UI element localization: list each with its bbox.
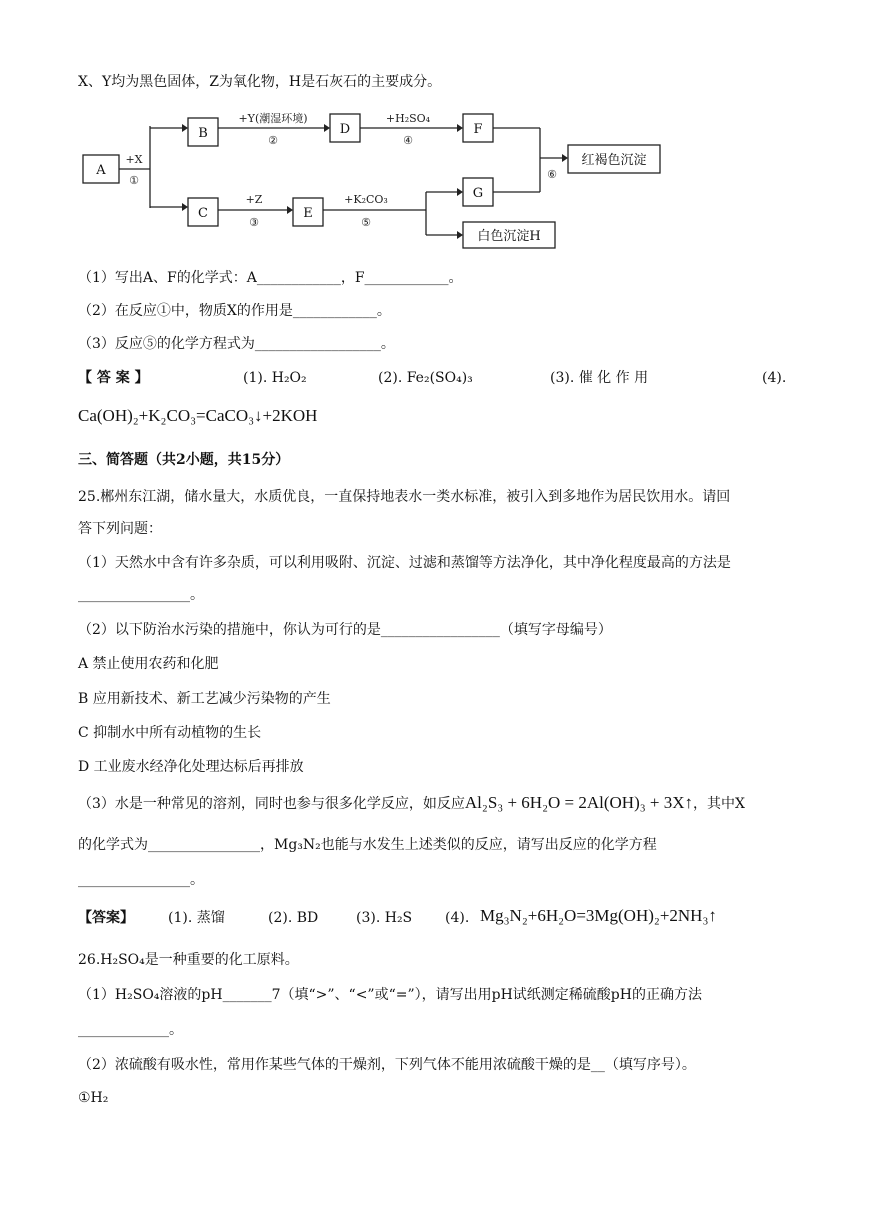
q25-part3-line3: ________________。 <box>78 872 204 888</box>
q25-answer-2: (2). BD <box>268 910 319 926</box>
step-1: ① <box>129 174 139 187</box>
step-3: ③ <box>249 216 259 229</box>
q24-answer-1: (1). H₂O₂ <box>243 370 307 386</box>
intro-text: X、Y均为黑色固体，Z为氧化物，H是石灰石的主要成分。 <box>78 74 442 90</box>
section-3-heading: 三、简答题（共2小题，共15分） <box>78 452 290 468</box>
q24-answer-4: (4). <box>762 370 787 386</box>
q25-stem-line1: 25.郴州东江湖，储水量大，水质优良，一直保持地表水一类水标准，被引入到多地作为居民饮用水。请回 <box>78 489 731 505</box>
q26-part1-line2: _____________。 <box>78 1022 183 1038</box>
q25-option-a: A 禁止使用农药和化肥 <box>78 656 219 672</box>
label-d: D <box>339 122 351 137</box>
q26-part2: （2）浓硫酸有吸水性，常用作某些气体的干燥剂，下列气体不能用浓硫酸干燥的是__（填写序号）。 <box>78 1057 696 1073</box>
q25-option-b: B 应用新技术、新工艺减少污染物的产生 <box>78 691 331 707</box>
q25-part1-line2: ________________。 <box>78 587 204 603</box>
q25-answer-3: (3). H₂S <box>356 910 413 926</box>
q25-part3-line1 <box>78 793 745 814</box>
step-5: ⑤ <box>361 216 371 229</box>
q26-part1-line1: （1）H₂SO₄溶液的pH_______7（填“>”、“<”或“=”），请写出用pH试纸测定稀硫酸pH的正确方法 <box>78 987 702 1003</box>
q24-answer-4-formula: Ca(OH)₂+K₂CO₃=CaCO₃↓+2KOH <box>78 406 318 425</box>
q25-answer-4: (4). <box>445 910 470 926</box>
q24-answer-label: 【 答 案 】 <box>78 370 149 386</box>
q25-part3-pre: （3）水是一种常见的溶剂，同时也参与很多化学反应，如反应 <box>78 796 465 812</box>
label-e: E <box>303 206 313 221</box>
q25-part2: （2）以下防治水污染的措施中，你认为可行的是_________________（填写字母编号） <box>78 622 612 638</box>
q25-option-d: D 工业废水经净化处理达标后再排放 <box>78 759 304 775</box>
label-white-precipitate: 白色沉淀H <box>477 229 541 244</box>
step-4: ④ <box>403 134 413 147</box>
q24-answer-3: (3). 催 化 作 用 <box>550 370 649 386</box>
q25-part3-line2: 的化学式为________________，Mg₃N₂也能与水发生上述类似的反应，请写出反应的化学方程 <box>78 837 657 853</box>
label-c: C <box>198 206 208 221</box>
step-6: ⑥ <box>547 168 557 181</box>
reagent-y: +Y(潮湿环境) <box>238 112 308 125</box>
q25-answer-1: (1). 蒸馏 <box>168 910 225 926</box>
q25-stem-line2: 答下列问题： <box>78 521 162 537</box>
reagent-x: +X <box>125 153 143 166</box>
reaction-flow-diagram <box>78 100 678 260</box>
q24-answer-2: (2). Fe₂(SO₄)₃ <box>378 370 473 386</box>
q24-part1: （1）写出A、F的化学式：A____________，F____________。 <box>78 270 463 286</box>
q25-answer-label: 【答案】 <box>78 910 134 926</box>
q25-part3-post: ，其中X <box>693 796 746 812</box>
q25-part3-formula: Al₂S₃ + 6H₂O = 2Al(OH)₃ + 3X↑ <box>464 793 694 812</box>
step-2: ② <box>268 134 278 147</box>
label-a: A <box>96 163 106 178</box>
label-red-precipitate: 红褐色沉淀 <box>581 153 647 168</box>
q24-part2: （2）在反应①中，物质X的作用是____________。 <box>78 303 391 319</box>
q25-option-c: C 抑制水中所有动植物的生长 <box>78 725 262 741</box>
reagent-z: +Z <box>245 193 263 206</box>
q24-part3: （3）反应⑤的化学方程式为__________________。 <box>78 336 395 352</box>
reagent-h2so4: +H₂SO₄ <box>385 112 431 125</box>
label-b: B <box>198 126 208 141</box>
q26-option-1: ①H₂ <box>78 1090 109 1106</box>
reagent-k2co3: +K₂CO₃ <box>344 193 388 206</box>
q26-stem: 26.H₂SO₄是一种重要的化工原料。 <box>78 952 299 968</box>
q25-answer-4-formula: Mg₃N₂+6H₂O=3Mg(OH)₂+2NH₃↑ <box>480 906 717 925</box>
label-f: F <box>473 122 483 137</box>
q25-part1-line1: （1）天然水中含有许多杂质，可以利用吸附、沉淀、过滤和蒸馏等方法净化，其中净化程度最高的方法是 <box>78 555 731 571</box>
label-g: G <box>472 186 484 201</box>
